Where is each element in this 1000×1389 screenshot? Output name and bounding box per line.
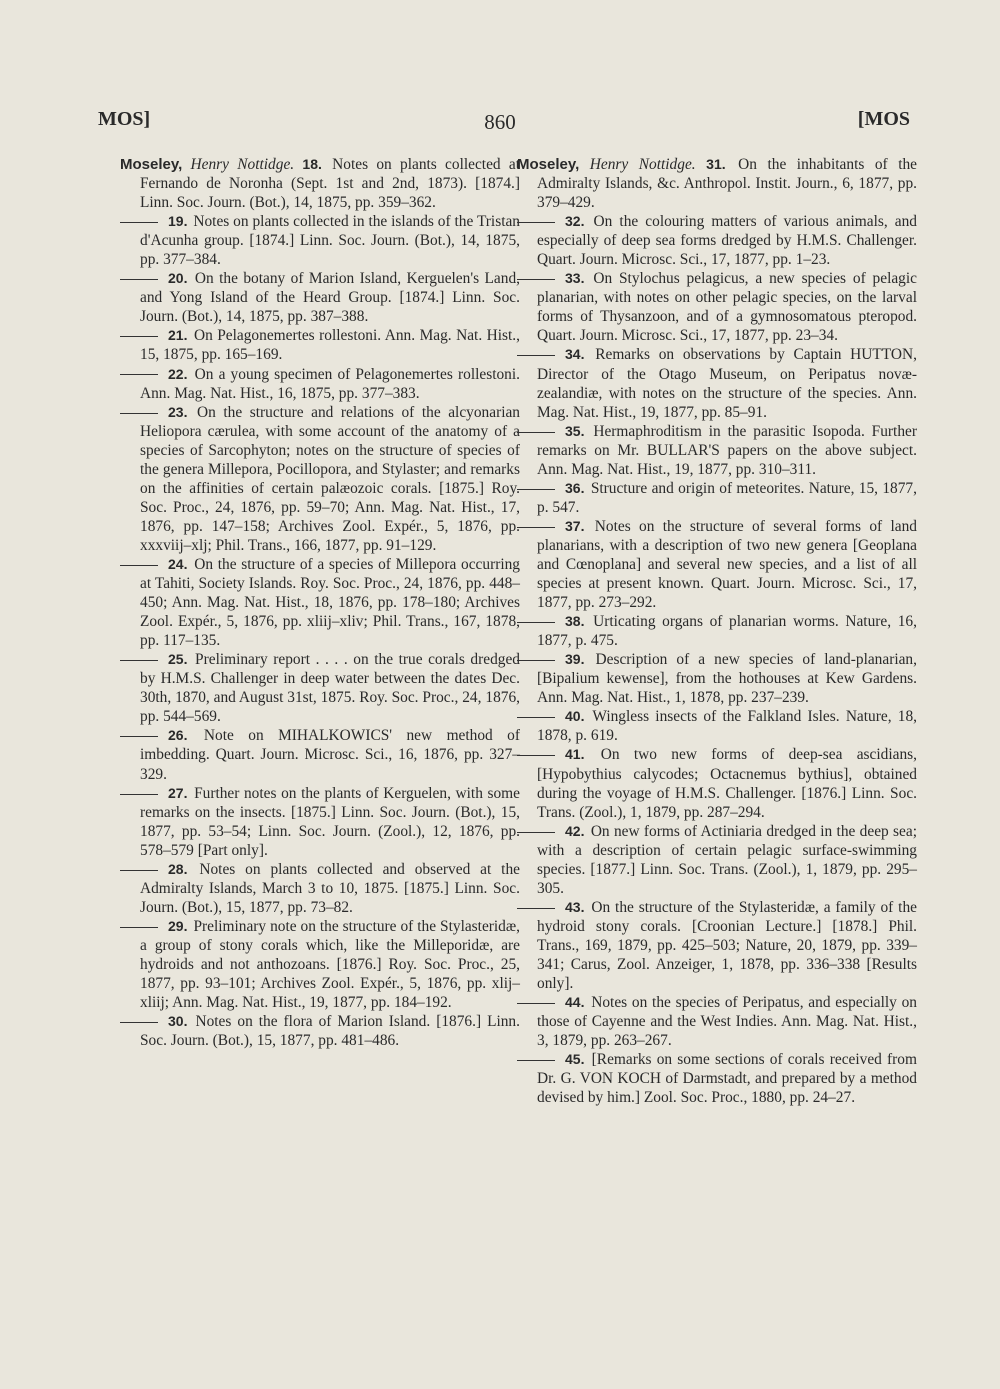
entry <box>517 745 917 821</box>
ditto-dash <box>517 1060 555 1061</box>
entry-text: Note on MIHALKOWICS' new method of imbedding. Quart. Journ. Microsc. Sci., 16, 1876, pp. 327–329. <box>140 727 520 783</box>
entry-text: On two new forms of deep-sea ascidians, [Hypobythius calycodes; Octacnemus bythius], obtained during the voyage of H.M.S. Challenger. [1876.] Linn. Soc. Trans. (Zool.), 1, 1879, pp. 287–294. <box>537 746 917 821</box>
entry-text: On the structure of the Stylasteridæ, a family of the hydroid stony corals. [Croonian Lecture.] [1878.] Phil. Trans., 169, 1879, pp. 425–503; Nature, 20, 1879, pp. 339–341; Carus, Zool. Anzeiger, 1, 1878, pp. 336–338 [Results only]. <box>537 898 917 993</box>
entry <box>120 155 520 212</box>
entry-number: 21. <box>168 327 188 344</box>
entry-number: 26. <box>168 727 188 744</box>
ditto-dash <box>120 927 158 928</box>
ditto-dash <box>517 432 555 433</box>
ditto-dash <box>120 794 158 795</box>
entry-text: Remarks on observations by Captain HUTTON, Director of the Otago Museum, on Peripatus novæ-zealandiæ, with notes on the structure of the species. Ann. Mag. Nat. Hist., 19, 1877, pp. 85–91. <box>537 346 917 421</box>
entry <box>120 917 520 1012</box>
entry-number: 33. <box>565 270 585 287</box>
author-surname: Moseley, <box>120 156 183 173</box>
author-forenames: Henry Nottidge. <box>190 156 295 173</box>
entry-text: Description of a new species of land-planarian, [Bipalium kewense], from the hothouses at Kew Gardens. Ann. Mag. Nat. Hist., 1, 1878, pp. 237–239. <box>537 651 917 707</box>
entry <box>517 269 917 345</box>
ditto-dash <box>517 1003 555 1004</box>
entry-number: 39. <box>565 651 585 668</box>
ditto-dash <box>517 660 555 661</box>
entry-number: 45. <box>565 1051 585 1068</box>
ditto-dash <box>517 832 555 833</box>
entry-number: 24. <box>168 555 188 572</box>
entry-text: Urticating organs of planarian worms. Nature, 16, 1877, p. 475. <box>537 613 917 650</box>
ditto-dash <box>517 527 555 528</box>
ditto-dash <box>120 222 158 223</box>
entry-number: 31. <box>706 156 726 172</box>
entry-number: 41. <box>565 746 585 763</box>
entry <box>517 898 917 993</box>
ditto-dash <box>517 489 555 490</box>
entry-text: Hermaphroditism in the parasitic Isopoda. Further remarks on Mr. BULLAR'S papers on the above subject. Ann. Mag. Nat. Hist., 19, 1877, pp. 310–311. <box>537 422 917 478</box>
left-column <box>120 155 520 1050</box>
entry-number: 27. <box>168 784 188 801</box>
entry-text: Further notes on the plants of Kerguelen, with some remarks on the insects. [1875.] Linn. Soc. Journ. (Bot.), 15, 1877, pp. 53–54; Linn. Soc. Journ. (Zool.), 12, 1876, pp. 578–579 [Part only]. <box>140 784 520 859</box>
ditto-dash <box>120 565 158 566</box>
entry <box>517 155 917 212</box>
running-head-left: MOS] <box>98 108 151 130</box>
entry-text: On the structure of a species of Millepora occurring at Tahiti, Society Islands. Roy. Soc. Proc., 24, 1876, pp. 448–450; Ann. Mag. Nat. Hist., 18, 1876, pp. 178–180; Archives Zool. Expér., 5, 1876, pp. xliij–xliv; Phil. Trans., 167, 1878, pp. 117–135. <box>140 555 520 650</box>
entry-text: On Stylochus pelagicus, a new species of pelagic planarian, with notes on other pelagic species, on the larval forms of Thysanzoon, and of a gymnosomatous pteropod. Quart. Journ. Microsc. Sci., 17, 1877, pp. 23–34. <box>537 270 917 345</box>
entry <box>517 345 917 421</box>
ditto-dash <box>517 908 555 909</box>
ditto-dash <box>517 222 555 223</box>
entry <box>120 1012 520 1050</box>
ditto-dash <box>517 622 555 623</box>
entry-text: Notes on the flora of Marion Island. [1876.] Linn. Soc. Journ. (Bot.), 15, 1877, pp. 481–486. <box>140 1013 520 1050</box>
entry <box>120 365 520 403</box>
entry-text: On the structure and relations of the alcyonarian Heliopora cærulea, with some account of the anatomy of a species of Sarcophyton; notes on the structure of species of the genera Millepora, Pocillopora, and Stylaster; and remarks on the affinities of certain palæozoic corals. [1875.] Roy. Soc. Proc., 24, 1876, pp. 59–70; Ann. Mag. Nat. Hist., 17, 1876, pp. 147–158; Archives Zool. Expér., 5, 1876, pp. xxxviij–xlj; Phil. Trans., 166, 1877, pp. 91–129. <box>140 403 520 554</box>
entry-number: 23. <box>168 403 188 420</box>
ditto-dash <box>517 279 555 280</box>
entry-number: 29. <box>168 917 188 934</box>
entry <box>120 650 520 726</box>
entry-number: 34. <box>565 346 585 363</box>
author-surname: Moseley, <box>517 156 580 173</box>
entry-number: 28. <box>168 860 188 877</box>
entry <box>517 707 917 745</box>
entry-number: 43. <box>565 898 585 915</box>
entry-number: 37. <box>565 517 585 534</box>
entry <box>517 612 917 650</box>
ditto-dash <box>517 717 555 718</box>
entry-text: Preliminary report . . . . on the true corals dredged by H.M.S. Challenger in deep water between the dates Dec. 30th, 1870, and August 31st, 1875. Roy. Soc. Proc., 24, 1876, pp. 544–569. <box>140 651 520 726</box>
entry <box>517 517 917 612</box>
entry-number: 30. <box>168 1013 188 1030</box>
entry-text: On Pelagonemertes rollestoni. Ann. Mag. Nat. Hist., 15, 1875, pp. 165–169. <box>140 327 520 364</box>
entry-text: On a young specimen of Pelagonemertes rollestoni. Ann. Mag. Nat. Hist., 16, 1875, pp. 377–383. <box>140 365 520 402</box>
entry <box>517 993 917 1050</box>
ditto-dash <box>120 413 158 414</box>
entry-text: Notes on plants collected at Fernando de Noronha (Sept. 1st and 2nd, 1873). [1874.] Linn. Soc. Journ. (Bot.), 14, 1875, pp. 359–362. <box>140 156 520 212</box>
entry-text: Notes on the structure of several forms of land planarians, with a description of two new genera [Geoplana and Cœnoplana] and several new species, and a list of all species at present known. Quart. Journ. Microsc. Sci., 17, 1877, pp. 273–292. <box>537 517 917 612</box>
entry-text: Structure and origin of meteorites. Nature, 15, 1877, p. 547. <box>537 479 917 516</box>
entry <box>120 403 520 555</box>
ditto-dash <box>120 279 158 280</box>
ditto-dash <box>120 1022 158 1023</box>
right-column <box>517 155 917 1107</box>
entry-number: 20. <box>168 270 188 287</box>
entry-number: 18. <box>302 156 322 172</box>
ditto-dash <box>120 660 158 661</box>
entry-number: 44. <box>565 994 585 1011</box>
entry <box>120 726 520 783</box>
entry-number: 32. <box>565 213 585 230</box>
entry-number: 36. <box>565 479 585 496</box>
entry <box>517 650 917 707</box>
entry-text: On new forms of Actiniaria dredged in the deep sea; with a description of certain pelagic surface-swimming species. [1877.] Linn. Soc. Trans. (Zool.), 1, 1879, pp. 295–305. <box>537 822 917 897</box>
entry <box>120 212 520 269</box>
entry-number: 40. <box>565 708 585 725</box>
entry <box>517 822 917 898</box>
ditto-dash <box>120 736 158 737</box>
entry-number: 35. <box>565 422 585 439</box>
entry-text: Wingless insects of the Falkland Isles. Nature, 18, 1878, p. 619. <box>537 708 917 745</box>
entry <box>517 422 917 479</box>
ditto-dash <box>120 374 158 375</box>
entry <box>120 784 520 860</box>
ditto-dash <box>517 755 555 756</box>
entry-number: 19. <box>168 213 188 230</box>
entry <box>517 212 917 269</box>
entry-text: Notes on the species of Peripatus, and especially on those of Cayenne and the West Indies. Ann. Mag. Nat. Hist., 3, 1879, pp. 263–267. <box>537 994 917 1050</box>
entry <box>517 1050 917 1107</box>
entry-number: 38. <box>565 613 585 630</box>
page-number: 860 <box>484 110 516 134</box>
entry <box>120 326 520 364</box>
entry-text: [Remarks on some sections of corals received from Dr. G. VON KOCH of Darmstadt, and prepared by a method devised by him.] Zool. Soc. Proc., 1880, pp. 24–27. <box>537 1051 917 1107</box>
entry-text: On the colouring matters of various animals, and especially of deep sea forms dredged by H.M.S. Challenger. Quart. Journ. Microsc. Sci., 17, 1877, pp. 1–23. <box>537 213 917 269</box>
entry <box>120 269 520 326</box>
entry-text: Preliminary note on the structure of the Stylasteridæ, a group of stony corals which, like the Milleporidæ, are hydroids and not anthozoans. [1876.] Roy. Soc. Proc., 25, 1877, pp. 93–101; Archives Zool. Expér., 5, 1876, pp. xlij–xliij; Ann. Mag. Nat. Hist., 19, 1877, pp. 184–192. <box>140 917 520 1012</box>
ditto-dash <box>120 870 158 871</box>
ditto-dash <box>517 355 555 356</box>
entry-text: Notes on plants collected and observed at the Admiralty Islands, March 3 to 10, 1875. [1875.] Linn. Soc. Journ. (Bot.), 15, 1877, pp. 73–82. <box>140 860 520 916</box>
entry-text: Notes on plants collected in the islands of the Tristan d'Acunha group. [1874.] Linn. Soc. Journ. (Bot.), 14, 1875, pp. 377–384. <box>140 213 520 269</box>
entry-text: On the inhabitants of the Admiralty Islands, &c. Anthropol. Instit. Journ., 6, 1877, pp. 379–429. <box>537 156 917 212</box>
entry-number: 42. <box>565 822 585 839</box>
author-forenames: Henry Nottidge. <box>589 156 696 173</box>
entry-text: On the botany of Marion Island, Kerguelen's Land, and Yong Island of the Heard Group. [1874.] Linn. Soc. Journ. (Bot.), 14, 1875, pp. 387–388. <box>140 270 520 326</box>
ditto-dash <box>120 336 158 337</box>
entry <box>517 479 917 517</box>
entry <box>120 555 520 650</box>
running-head-right: [MOS <box>857 108 910 130</box>
entry-number: 25. <box>168 651 188 668</box>
entry <box>120 860 520 917</box>
entry-number: 22. <box>168 365 188 382</box>
